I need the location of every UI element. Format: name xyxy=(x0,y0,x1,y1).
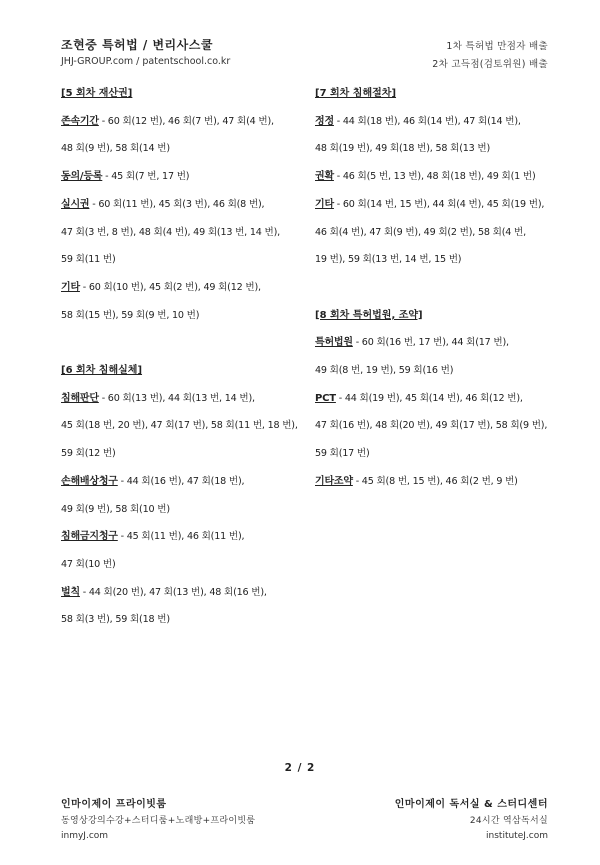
entry-line xyxy=(61,523,306,551)
entry-continuation-line xyxy=(315,412,560,440)
footer-left-subtitle: 동영상강의수강+스터디룸+노래방+프라이빗룸 xyxy=(61,816,256,826)
section-title: [6 회차 침해실체] xyxy=(61,365,143,377)
entry-text: 46 회(4 번), 47 회(9 번), 49 회(2 번), 58 회(4 번, xyxy=(315,226,526,238)
entry-text: 58 회(3 번), 59 회(18 번) xyxy=(61,614,170,626)
section-title: [7 회차 침해절차] xyxy=(315,88,397,99)
section-spacer xyxy=(315,274,560,302)
entry-line xyxy=(61,385,306,413)
entry-term: 실시권 xyxy=(61,198,90,210)
entry-text: 48 회(19 번), 49 회(18 번), 58 회(13 번) xyxy=(315,143,491,155)
entry-text: 45 회(18 번, 20 번), 47 회(17 번), 58 회(11 번, 18 번), xyxy=(61,420,298,432)
entry-continuation-line xyxy=(315,246,560,274)
footer-left-url[interactable]: inmyJ.com xyxy=(61,831,109,841)
left-column xyxy=(61,80,306,634)
entry-term: 손해배상청구 xyxy=(61,475,118,487)
section-title: [5 회차 재산권] xyxy=(61,88,133,99)
entry-continuation-line xyxy=(61,246,306,274)
entry-text: - 46 회(5 번, 13 번), 48 회(18 번), 49 회(1 번) xyxy=(333,171,536,183)
entry-text: - 60 회(14 번, 15 번), 44 회(4 번), 45 회(19 번), xyxy=(333,198,545,210)
entry-text: 59 회(17 번) xyxy=(315,448,370,460)
entry-line xyxy=(61,108,306,136)
entry-text: 48 회(9 번), 58 회(14 번) xyxy=(61,143,170,155)
entry-continuation-line xyxy=(61,440,306,468)
entry-line xyxy=(61,163,306,191)
entry-line xyxy=(315,468,560,496)
entry-text: - 45 회(7 번, 17 번) xyxy=(102,171,190,183)
entry-text: - 45 회(11 번), 46 회(11 번), xyxy=(117,531,245,543)
entry-text: - 44 회(20 번), 47 회(13 번), 48 회(16 번), xyxy=(79,586,267,598)
entry-term: 기타 xyxy=(315,198,334,210)
entry-text: - 44 회(19 번), 45 회(14 번), 46 회(12 번), xyxy=(335,392,523,404)
section-spacer xyxy=(61,329,306,357)
entry-text: 47 회(10 번) xyxy=(61,558,116,570)
entry-text: - 60 회(11 번), 45 회(3 번), 46 회(8 번), xyxy=(89,198,265,210)
entry-text: 47 회(3 번, 8 번), 48 회(4 번), 49 회(13 번, 14 번), xyxy=(61,226,280,238)
entry-text: - 60 회(12 번), 46 회(7 번), 47 회(4 번), xyxy=(98,115,274,127)
entry-line xyxy=(61,468,306,496)
entry-line xyxy=(61,274,306,302)
entry-continuation-line xyxy=(61,551,306,579)
footer-right-title: 인마이제이 독서실 & 스터디센터 xyxy=(394,799,548,810)
entry-text: - 60 회(16 번, 17 번), 44 회(17 번), xyxy=(352,337,509,349)
section-title: [8 회차 특허법원, 조약] xyxy=(315,309,423,321)
entry-term: 기타 xyxy=(61,281,80,293)
entry-line xyxy=(315,108,560,136)
entry-continuation-line xyxy=(61,496,306,524)
entry-line xyxy=(315,191,560,219)
entry-text: - 44 회(18 번), 46 회(14 번), 47 회(14 번), xyxy=(333,115,521,127)
entry-text: - 44 회(16 번), 47 회(18 번), xyxy=(117,475,245,487)
entry-line xyxy=(315,329,560,357)
entry-line xyxy=(61,191,306,219)
entry-term: 권확 xyxy=(315,171,334,183)
footer-right-subtitle: 24시간 역삼독서실 xyxy=(469,816,548,826)
header-left-subtitle: JHJ-GROUP.com / patentschool.co.kr xyxy=(61,56,231,67)
entry-text: 47 회(16 번), 48 회(20 번), 49 회(17 번), 58 회(9 번), xyxy=(315,420,548,432)
entry-line xyxy=(315,163,560,191)
entry-text: 19 번), 59 회(13 번, 14 번, 15 번) xyxy=(315,254,462,266)
footer-right-url[interactable]: instituteJ.com xyxy=(486,831,548,841)
entry-continuation-line xyxy=(61,135,306,163)
entry-text: - 60 회(10 번), 45 회(2 번), 49 회(12 번), xyxy=(79,281,261,293)
entry-text: 59 회(12 번) xyxy=(61,448,116,460)
entry-continuation-line xyxy=(61,412,306,440)
entry-text: 49 회(8 번, 19 번), 59 회(16 번) xyxy=(315,365,454,377)
entry-term: 특허법원 xyxy=(315,337,353,349)
entry-continuation-line xyxy=(61,219,306,247)
page-number: 2 / 2 xyxy=(284,762,316,774)
entry-term: 동의/등록 xyxy=(61,171,103,183)
entry-text: - 60 회(13 번), 44 회(13 번, 14 번), xyxy=(98,392,255,404)
header-left-title: 조현중 특허법 / 변리사스쿨 xyxy=(61,38,213,52)
entry-continuation-line xyxy=(61,302,306,330)
entry-term: PCT xyxy=(315,392,336,404)
entry-term: 벌칙 xyxy=(61,586,80,598)
entry-text: 59 회(11 번) xyxy=(61,254,116,266)
footer-left-title: 인마이제이 프라이빗룸 xyxy=(61,799,167,810)
entry-term: 침해판단 xyxy=(61,392,99,404)
entry-text: 58 회(15 번), 59 회(9 번, 10 번) xyxy=(61,309,200,321)
entry-continuation-line xyxy=(315,135,560,163)
right-column xyxy=(315,80,560,496)
entry-text: - 45 회(8 번, 15 번), 46 회(2 번, 9 번) xyxy=(352,475,518,487)
header-right-line-1: 1차 특허법 만점자 배출 xyxy=(446,41,548,52)
header-right-line-2: 2차 고득점(검토위원) 배출 xyxy=(432,59,548,70)
entry-line xyxy=(315,385,560,413)
entry-term: 침해금지청구 xyxy=(61,531,118,543)
entry-continuation-line xyxy=(315,357,560,385)
entry-continuation-line xyxy=(61,606,306,634)
entry-continuation-line xyxy=(315,219,560,247)
entry-continuation-line xyxy=(315,440,560,468)
entry-line xyxy=(61,579,306,607)
entry-text: 49 회(9 번), 58 회(10 번) xyxy=(61,503,170,515)
entry-term: 정정 xyxy=(315,115,334,127)
entry-term: 기타조약 xyxy=(315,475,353,487)
entry-term: 존속기간 xyxy=(61,115,99,127)
